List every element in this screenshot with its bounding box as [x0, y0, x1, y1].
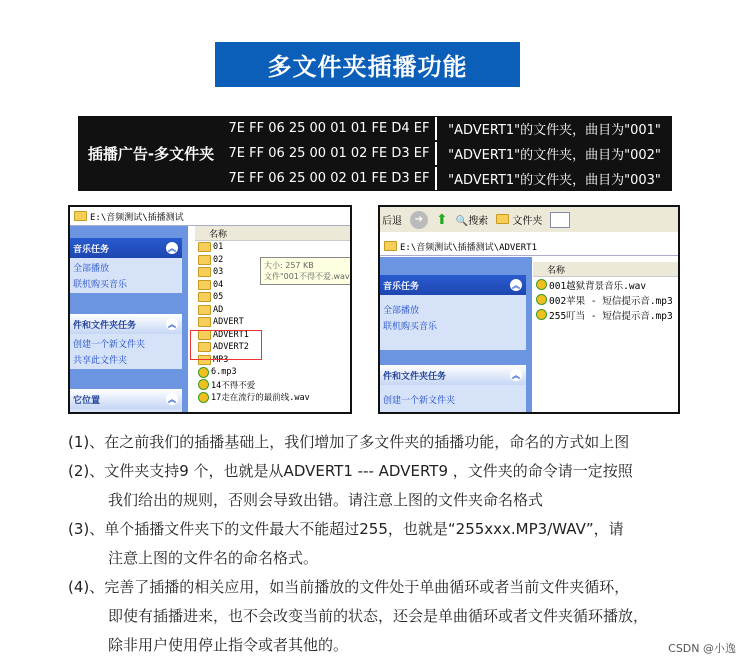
column-header-name[interactable]: 名称 [533, 262, 678, 277]
folder-icon [198, 305, 211, 315]
toolbar [380, 207, 678, 232]
new-folder-link[interactable]: 创建一个新文件夹 [73, 340, 146, 350]
share-folder-link[interactable]: 共享此文件夹 [73, 356, 128, 366]
file-item[interactable] [533, 277, 678, 292]
music-file-icon [536, 294, 547, 305]
file-item[interactable] [195, 304, 350, 317]
note-line: 即使有插播进来，也不会改变当前的状态，还会是单曲循环或者文件夹循环播放， [108, 607, 649, 625]
file-name: 6.mp3 [211, 367, 237, 378]
explorer-window-right [378, 205, 680, 414]
search-button[interactable]: 🔍搜索 [455, 216, 489, 227]
play-all-link[interactable]: 全部播放 [383, 306, 420, 316]
music-file-icon [198, 392, 209, 403]
folder-icon [198, 292, 211, 302]
note-line: (2)、文件夹支持9 个，也就是从ADVERT1 --- ADVERT9 ，文件夹的命令请一定按照 [68, 462, 633, 480]
places-header[interactable]: 它位置 [73, 395, 101, 406]
cmd-cell: 7E FF 06 25 00 02 01 FE D3 EF [226, 167, 432, 190]
music-tasks-header[interactable]: 音乐任务 [73, 244, 110, 255]
note-line: 注意上图的文件名的命名格式。 [108, 549, 319, 567]
collapse-icon[interactable]: ︽ [168, 319, 176, 329]
cmd-cell: 7E FF 06 25 00 01 02 FE D3 EF [226, 142, 432, 165]
file-name: 05 [213, 292, 224, 303]
file-item[interactable] [195, 291, 350, 304]
file-item[interactable] [195, 316, 350, 329]
buy-music-link[interactable]: 联机购买音乐 [383, 322, 438, 332]
task-pane [380, 257, 532, 412]
buy-music-link[interactable]: 联机购买音乐 [73, 280, 128, 290]
file-name: 14不得不爱 [211, 380, 256, 391]
table-row [226, 142, 672, 165]
note-line: (3)、单个插播文件夹下的文件最大不能超过255，也就是“255xxx.MP3/WAV”，请 [68, 520, 624, 538]
file-name: 002苹果 - 短信提示音.mp3 [549, 295, 673, 307]
cmd-cell: 7E FF 06 25 00 01 01 FE D4 EF [226, 117, 432, 140]
folder-icon [198, 242, 211, 252]
explorer-window-left [68, 205, 352, 414]
collapse-icon[interactable]: ︽ [512, 370, 520, 380]
desc-cell: "ADVERT1"的文件夹，曲目为"003" [435, 167, 672, 190]
note-line: 除非用户使用停止指令或者其他的。 [108, 636, 349, 654]
folders-button[interactable]: 文件夹 [496, 212, 542, 227]
file-item[interactable] [195, 391, 350, 404]
folder-icon [198, 267, 211, 277]
file-name: ADVERT2 [213, 342, 249, 353]
file-name: MP3 [213, 354, 229, 365]
address-text: E:\音频测试\插播测试 [90, 212, 184, 223]
collapse-icon[interactable]: ︽ [168, 243, 176, 253]
up-folder-icon[interactable]: ⬆ [436, 211, 448, 228]
play-all-link[interactable]: 全部播放 [73, 264, 110, 274]
address-text: E:\音频测试\插播测试\ADVERT1 [400, 242, 538, 253]
file-name: 03 [213, 267, 224, 278]
folder-icon [198, 280, 211, 290]
column-header-name[interactable]: 名称 [195, 226, 350, 241]
folder-icon [198, 255, 211, 265]
file-tasks-header[interactable]: 件和文件夹任务 [383, 371, 447, 382]
notes [68, 428, 648, 660]
desc-cell: "ADVERT1"的文件夹，曲目为"002" [435, 142, 672, 165]
views-icon[interactable] [550, 212, 570, 228]
table-header: 插播广告-多文件夹 [87, 145, 215, 163]
file-list [195, 226, 350, 412]
note-line: 我们给出的规则，否则会导致出错。请注意上图的文件夹命名格式 [108, 491, 544, 509]
desc-cell: "ADVERT1"的文件夹，曲目为"001" [435, 117, 672, 140]
forward-icon[interactable]: ➔ [410, 211, 428, 229]
file-name: ADVERT [213, 317, 244, 328]
address-bar[interactable] [70, 207, 350, 226]
command-table [78, 116, 672, 191]
file-tasks-header[interactable]: 件和文件夹任务 [73, 320, 137, 331]
file-name: 04 [213, 279, 224, 290]
folder-icon [74, 211, 87, 221]
music-tasks-header[interactable]: 音乐任务 [383, 281, 420, 292]
tooltip: 大小: 257 KB 文件"001不得不爱.wav [260, 257, 352, 285]
file-name: ADVERT1 [213, 329, 249, 340]
new-folder-link[interactable]: 创建一个新文件夹 [383, 396, 456, 406]
file-item[interactable] [533, 292, 678, 307]
file-item[interactable] [533, 307, 678, 322]
back-button[interactable]: 后退 [382, 216, 402, 227]
music-file-icon [536, 309, 547, 320]
music-file-icon [198, 379, 209, 390]
note-line: (4)、完善了插播的相关应用，如当前播放的文件处于单曲循环或者当前文件夹循环， [68, 578, 630, 596]
file-name: 17走在流行的最前线.wav [211, 393, 310, 404]
task-pane [70, 226, 188, 412]
music-file-icon [198, 367, 209, 378]
file-item[interactable] [195, 366, 350, 379]
folder-icon [198, 317, 211, 327]
table-row [226, 167, 672, 190]
file-item[interactable] [195, 241, 350, 254]
file-name: AD [213, 304, 224, 315]
table-row [226, 117, 672, 140]
folder-icon [384, 241, 397, 251]
address-bar[interactable] [380, 237, 678, 256]
file-list [533, 262, 678, 412]
collapse-icon[interactable]: ︽ [512, 280, 520, 290]
credit: CSDN @小逸 [668, 642, 736, 655]
file-item[interactable] [195, 379, 350, 392]
music-file-icon [536, 279, 547, 290]
highlight-box [190, 330, 262, 360]
file-name: 01 [213, 242, 224, 253]
file-name: 255叮当 - 短信提示音.mp3 [549, 310, 673, 322]
file-name: 02 [213, 254, 224, 265]
file-name: 001越狱背景音乐.wav [549, 280, 647, 292]
page-title: 多文件夹插播功能 [215, 42, 520, 87]
note-line: (1)、在之前我们的插播基础上，我们增加了多文件夹的插播功能，命名的方式如上图 [68, 433, 630, 451]
collapse-icon[interactable]: ︽ [168, 394, 176, 404]
